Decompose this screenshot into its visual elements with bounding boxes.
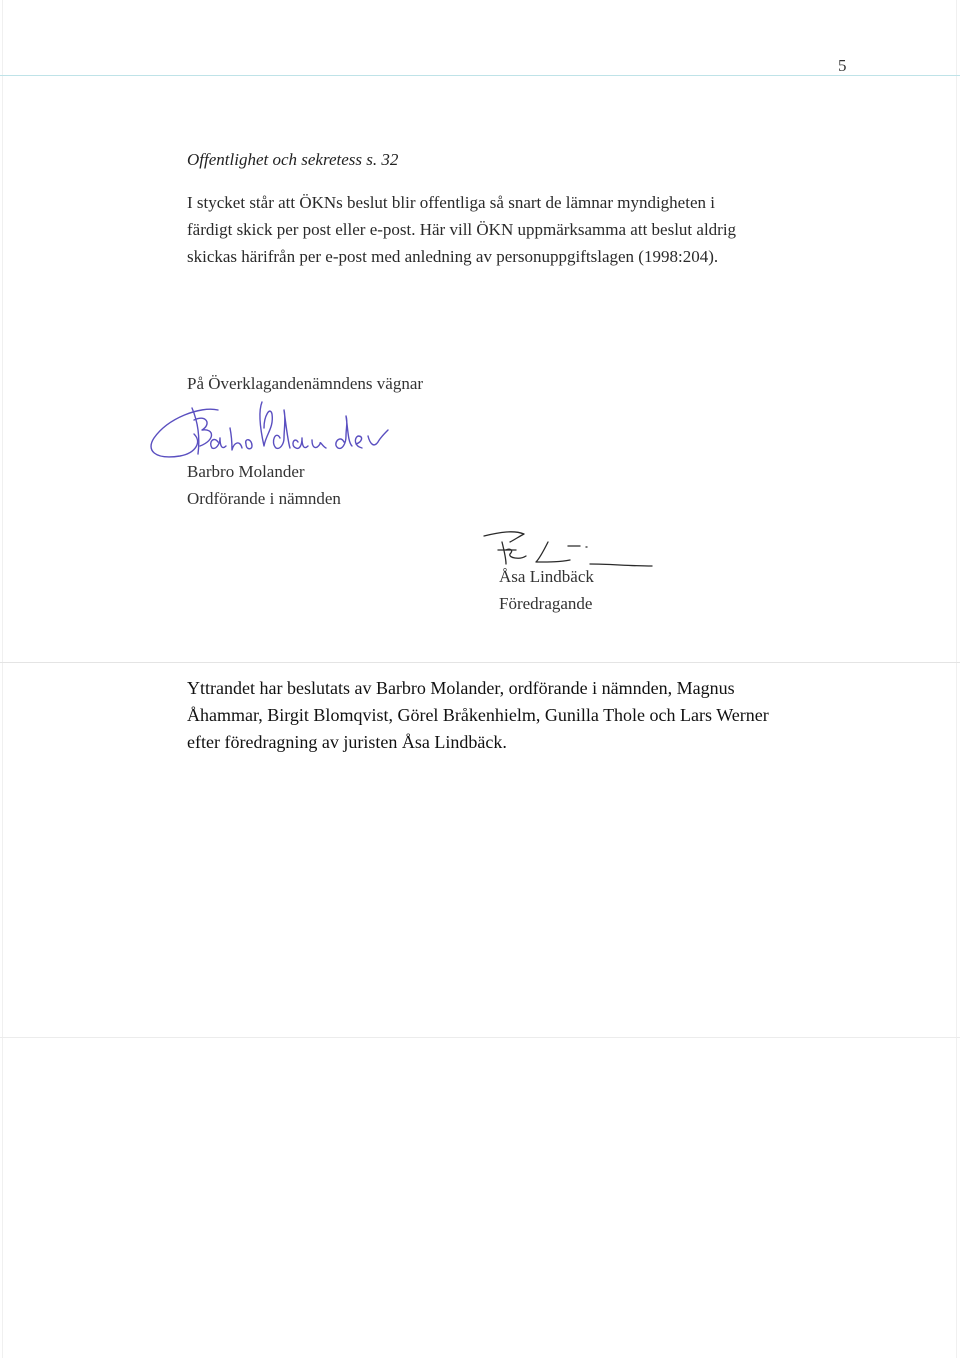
signature-asa-lindback [480, 520, 660, 568]
section-heading: Offentlighet och sekretess s. 32 [187, 150, 399, 169]
scan-edge-left [2, 0, 3, 1358]
closing-line: efter föredragning av juristen Åsa Lindbäck. [187, 732, 507, 752]
signer1-block [187, 458, 341, 512]
section-divider [0, 662, 960, 663]
closing-line: Åhammar, Birgit Blomqvist, Görel Bråkenhielm, Gunilla Thole och Lars Werner [187, 705, 769, 725]
signer2-block [499, 563, 594, 617]
signer1-title: Ordförande i nämnden [187, 489, 341, 508]
signer1-name: Barbro Molander [187, 462, 305, 481]
scan-edge-right [956, 0, 957, 1358]
paragraph-line: I stycket står att ÖKNs beslut blir offentliga så snart de lämnar myndigheten i [187, 193, 715, 212]
closing-line: Yttrandet har beslutats av Barbro Molander, ordförande i nämnden, Magnus [187, 678, 735, 698]
signer2-name: Åsa Lindbäck [499, 567, 594, 586]
lower-divider [0, 1037, 960, 1038]
paragraph-line: färdigt skick per post eller e-post. Här vill ÖKN uppmärksamma att beslut aldrig [187, 220, 737, 239]
page-number: 5 [838, 56, 847, 75]
paragraph-line: skickas härifrån per e-post med anledning av personuppgiftslagen (1998:204). [187, 247, 719, 266]
section-paragraph [187, 189, 847, 270]
signer2-title: Föredragande [499, 594, 593, 613]
on-behalf-line: På Överklagandenämndens vägnar [187, 374, 424, 393]
header-rule [0, 75, 960, 76]
closing-paragraph [187, 675, 867, 756]
